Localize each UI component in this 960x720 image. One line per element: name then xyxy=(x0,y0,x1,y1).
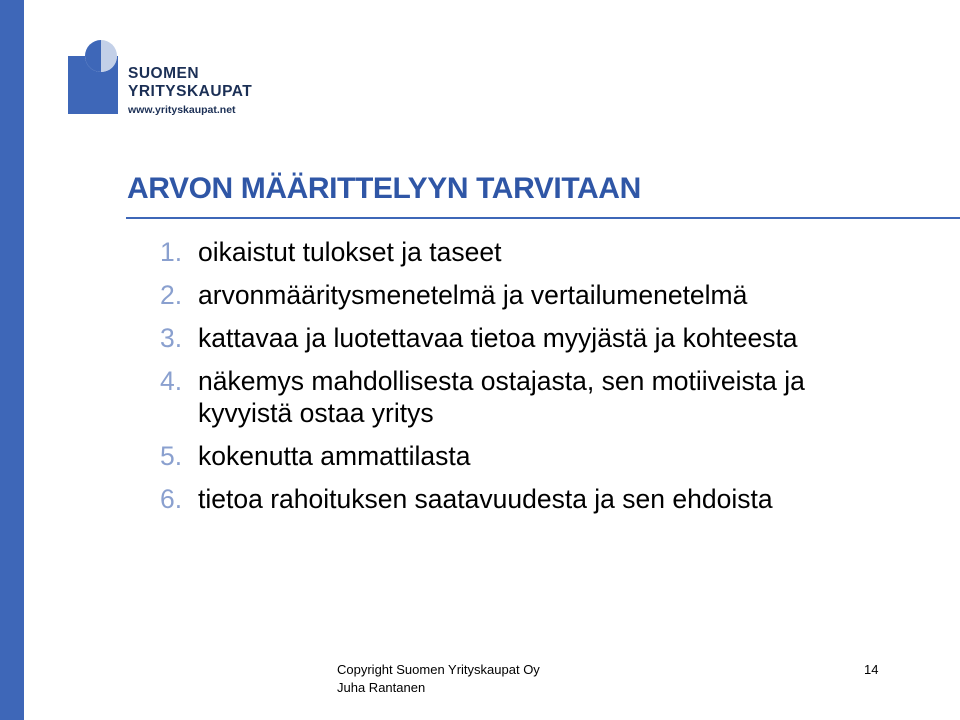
title-underline xyxy=(126,217,960,219)
slide-title: ARVON MÄÄRITTELYYN TARVITAAN xyxy=(127,172,641,205)
logo-url: www.yrityskaupat.net xyxy=(128,104,236,116)
list-item-number: 5. xyxy=(160,441,183,471)
list-item-text: tietoa rahoituksen saatavuudesta ja sen ehdoista xyxy=(198,484,773,514)
list-item xyxy=(160,365,880,429)
logo-name-line1: SUOMEN xyxy=(128,65,200,82)
list-item xyxy=(160,279,880,311)
list-item-number: 3. xyxy=(160,323,183,353)
logo-mark-icon xyxy=(68,38,120,116)
list-item-number: 4. xyxy=(160,366,183,396)
logo-name-line2: YRITYSKAUPAT xyxy=(128,83,253,100)
list-item-text: oikaistut tulokset ja taseet xyxy=(198,237,502,267)
left-accent-bar xyxy=(0,0,24,720)
list-item-number: 1. xyxy=(160,237,183,267)
list-item-number: 2. xyxy=(160,280,183,310)
list-item-text: arvonmääritysmenetelmä ja vertailumenetelmä xyxy=(198,280,748,310)
footer-author: Juha Rantanen xyxy=(337,680,426,695)
page-number: 14 xyxy=(864,662,879,677)
list-item xyxy=(160,322,880,354)
footer-copyright: Copyright Suomen Yrityskaupat Oy xyxy=(337,662,540,677)
company-logo xyxy=(66,38,256,122)
list-item-text: kattavaa ja luotettavaa tietoa myyjästä ja kohteesta xyxy=(198,323,798,353)
list-item-number: 6. xyxy=(160,484,183,514)
list-item-text: näkemys mahdollisesta ostajasta, sen motiiveista ja kyvyistä ostaa yritys xyxy=(198,366,805,428)
list-item xyxy=(160,440,880,472)
list-item-text: kokenutta ammattilasta xyxy=(198,441,471,471)
list-item xyxy=(160,236,880,268)
list-item xyxy=(160,483,880,515)
requirements-list xyxy=(160,236,880,526)
